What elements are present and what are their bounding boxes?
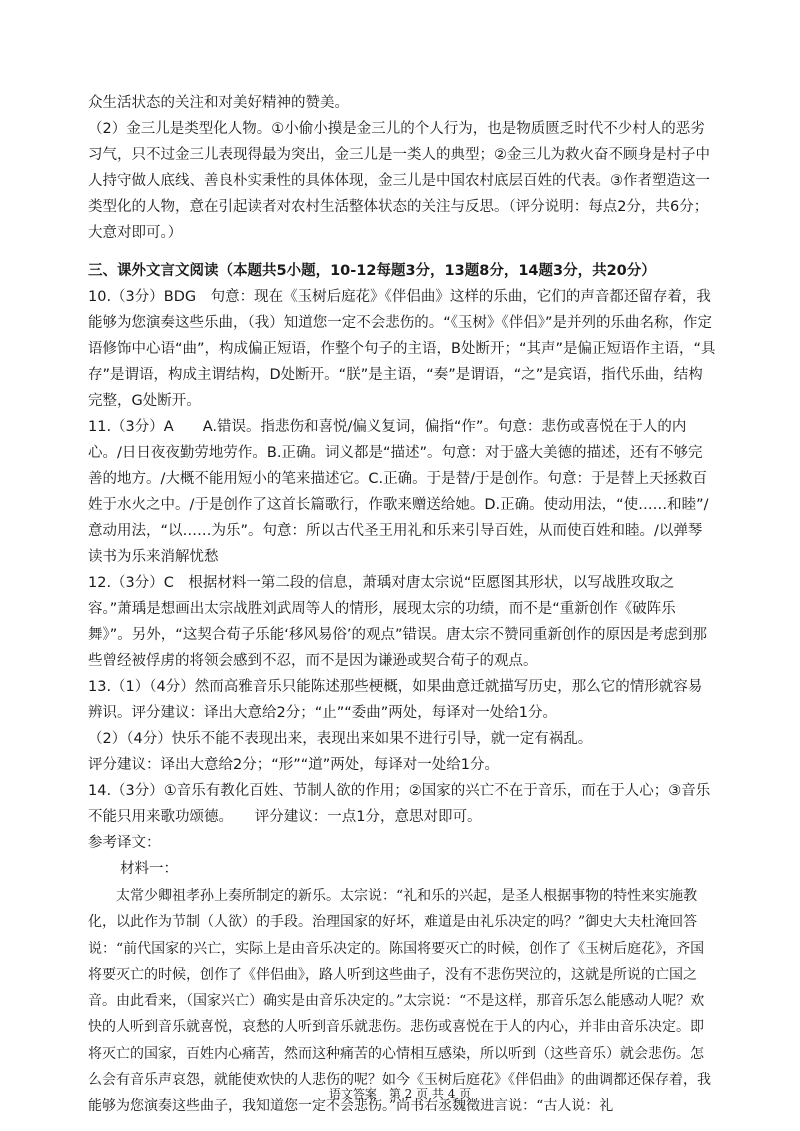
- section-heading: 三、课外文言文阅读（本题共5小题，10-12每题3分，13题8分，14题3分，共20分）: [88, 263, 656, 279]
- answer-14: 14.（3分）①音乐有教化百姓、节制人欲的作用；②国家的兴亡不在于音乐，而在于人心；③音乐不能只用来歌功颂德。 评分建议：一点1分，意思对即可。: [88, 783, 711, 825]
- translation-heading: 参考译文：: [88, 835, 161, 851]
- paragraph-question-9-2: （2）金三儿是类型化人物。①小偷小摸是金三儿的个人行为，也是物质匮乏时代不少村人的恶劣习气，只不过金三儿表现得最为突出，金三儿是一类人的典型；②金三儿为救火奋不顾身是村子中人持守做人底线、善良朴实秉性的具体体现，金三儿是中国农村底层百姓的代表。③作者塑造这一类型化的人物，意在引起读者对农村生活整体状态的关注与反思。（评分说明：每点2分，共6分；大意对即可。）: [88, 121, 710, 241]
- paragraph-continuation: 众生活状态的关注和对美好精神的赞美。: [88, 95, 349, 111]
- answer-10: 10.（3分）BDG 句意：现在《玉树后庭花》《伴侣曲》这样的乐曲，它们的声音都还留存着，我能够为您演奏这些乐曲，（我）知道您一定不会悲伤的。“《玉树》《伴侣》”是并列的乐曲名称，作定语修饰中心语“曲”，构成偏正短语，作整个句子的主语，B处断开；“其声”是偏正短语作主语，“具存”是谓语，构成主谓结构，D处断开。“朕”是主语，“奏”是谓语，“之”是宾语，指代乐曲，结构完整，G处断开。: [88, 289, 716, 409]
- page-footer: 语文答案 第 2 页 共 4 页: [328, 1087, 472, 1101]
- answer-11: 11.（3分）A A.错误。指悲伤和喜悦/偏义复词，偏指“作”。句意：悲伤或喜悦在于人的内心。/日日夜夜勤劳地劳作。B.正确。词义都是“描述”。句意：对于盛大美德的描述，还有不够完善的地方。/大概不能用短小的笔来描述它。C.正确。于是替/于是创作。句意：于是替上天拯救百姓于水火之中。/于是创作了这首长篇歌行，作歌来赠送给她。D.正确。使动用法，“使……和睦”/意动用法，“以……为乐”。句意：所以古代圣王用礼和乐来引导百姓，从而使百姓和睦。/以弹琴读书为乐来消解忧愁: [88, 419, 709, 565]
- answer-13-2-scoring: 评分建议：译出大意给2分；“形”“道”两处，每译对一处给1分。: [88, 757, 499, 773]
- material-one-heading: 材料一：: [120, 861, 178, 877]
- answer-12: 12.（3分）C 根据材料一第二段的信息，萧瑀对唐太宗说“臣愿图其形状，以写战胜攻取之容。”萧瑀是想画出太宗战胜刘武周等人的情形，展现太宗的功绩，而不是“重新创作《破阵乐舞》”。另外，“这契合荀子乐能‘移风易俗’的观点”错误。唐太宗不赞同重新创作的原因是考虑到那些曾经被俘虏的将领会感到不忍，而不是因为谦逊或契合荀子的观点。: [88, 575, 708, 669]
- answer-13-1: 13.（1）（4分）然而高雅音乐只能陈述那些梗概，如果曲意迁就描写历史，那么它的情形就容易辨识。评分建议：译出大意给2分；“止”“委曲”两处，每译对一处给1分。: [88, 679, 703, 721]
- answer-13-2: （2）（4分）快乐不能不表现出来，表现出来如果不进行引导，就一定有祸乱。: [88, 731, 593, 747]
- translation-text: 太常少卿祖孝孙上奏所制定的新乐。太宗说：“礼和乐的兴起，是圣人根据事物的特性来实施教化，以此作为节制（人欲）的手段。治理国家的好坏，难道是由礼乐决定的吗？”御史大夫杜淹回答说：“前代国家的兴亡，实际上是由音乐决定的。陈国将要灭亡的时候，创作了《玉树后庭花》，齐国将要灭亡的时候，创作了《伴侣曲》，路人听到这些曲子，没有不悲伤哭泣的，这就是所说的亡国之音。由此看来，（国家兴亡）确实是由音乐决定的。”太宗说：“不是这样，那音乐怎么能感动人呢？欢快的人听到音乐就喜悦，哀愁的人听到音乐就悲伤。悲伤或喜悦在于人的内心，并非由音乐决定。即将灭亡的国家，百姓内心痛苦，然而这种痛苦的心情相互感染，所以听到（这些音乐）就会悲伤。怎么会有音乐声哀怨，就能使欢快的人悲伤的呢？如今《玉树后庭花》《伴侣曲》的曲调都还保存着，我能够为您演奏这些曲子，我知道您一定不会悲伤。”尚书右丞魏徵进言说：“古人说：礼: [88, 888, 711, 1115]
